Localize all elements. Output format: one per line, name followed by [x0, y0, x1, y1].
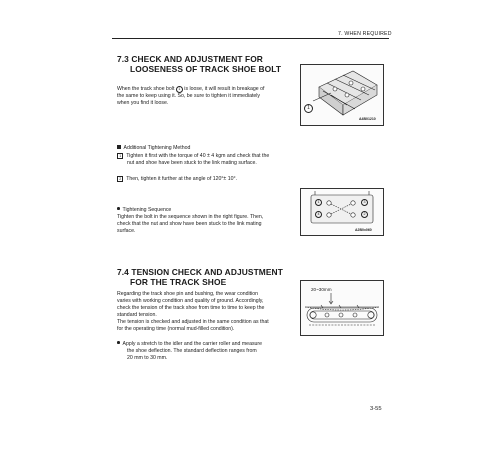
sequence-paragraph — [117, 214, 297, 235]
header-rule — [112, 38, 389, 39]
deflection-line-3: 20 mm to 30 mm. — [127, 355, 168, 362]
figure1-id: A4B01210 — [359, 117, 376, 121]
sequence-line-3: surface. — [117, 228, 136, 235]
boxed-two-marker: 2 — [117, 176, 123, 182]
method-heading: Additional Tightening Method — [123, 145, 191, 151]
figure2-id: A2B0x060 — [355, 228, 372, 232]
sequence-label-4: 4 — [315, 211, 322, 218]
tension-line-2: varies with working condition and quality of ground. Accordingly, — [117, 298, 264, 305]
step-1 — [117, 153, 297, 167]
boxed-one-marker: 1 — [117, 153, 123, 159]
deflection-label: 20~30mm — [311, 287, 332, 292]
square-bullet-icon — [117, 145, 121, 149]
sequence-label-3: 3 — [361, 199, 368, 206]
sequence-line-1: Tighten the bolt in the sequence shown in the right figure. Then, — [117, 214, 264, 220]
tension-line-4: standard tension. — [117, 312, 157, 319]
section-7-4-title-line1: 7.4 TENSION CHECK AND ADJUSTMENT — [117, 267, 283, 277]
section-7-3-title-line2: LOOSENESS OF TRACK SHOE BOLT — [130, 64, 282, 74]
deflection-bullet — [117, 341, 297, 362]
tension-paragraph — [117, 291, 297, 334]
step-2 — [117, 176, 237, 183]
step-2-text: Then, tighten it further at the angle of 120°± 10°. — [126, 176, 238, 182]
deflection-line-2: the shoe deflection. The standard deflection ranges from — [127, 348, 257, 355]
method-heading-row — [117, 145, 190, 152]
sequence-label-2: 2 — [361, 211, 368, 218]
tension-line-6: for the operating time (normal mud-filled condition). — [117, 326, 235, 333]
step-1-line-2: nut and shoe have been stuck to the link mating surface. — [127, 160, 257, 167]
track-shoe-bolt-figure — [300, 64, 384, 126]
running-header: 7. WHEN REQUIRED — [338, 31, 392, 37]
track-shoe-illustration — [301, 65, 383, 125]
intro-line-3: when you find it loose. — [117, 100, 169, 107]
section-7-4-title-line2: FOR THE TRACK SHOE — [130, 277, 227, 287]
tension-line-1: Regarding the track shoe pin and bushing, the wear condition — [117, 291, 259, 297]
intro-line-2: the same to keep using it. So, be sure to tighten it immediately — [117, 93, 261, 100]
step-1-line-1: Tighten it first with the torque of 40 ± 4 kgm and check that the — [126, 153, 270, 159]
sequence-line-2: check that the nut and show have been stuck to the link mating — [117, 221, 262, 228]
intro-paragraph — [117, 86, 295, 107]
sequence-heading: Tightening Sequence — [122, 207, 172, 213]
intro-line-1: When the track shoe bolt — [117, 86, 175, 92]
tension-line-3: check the tension of the track shoe from time to time to keep the — [117, 305, 265, 312]
section-7-3-title-line1: 7.3 CHECK AND ADJUSTMENT FOR — [117, 54, 263, 64]
track-deflection-figure — [300, 280, 384, 336]
callout-one: 1 — [304, 104, 313, 113]
sequence-label-1: 1 — [315, 199, 322, 206]
bullet-dot-icon-2 — [117, 341, 120, 344]
tension-line-5: The tension is checked and adjusted in the same condition as that — [117, 319, 269, 326]
deflection-line-1: Apply a stretch to the idler and the carrier roller and measure — [122, 341, 263, 347]
intro-line-1b: is loose, it will result in breakage of — [184, 86, 265, 92]
page-number: 3-55 — [370, 406, 382, 412]
tightening-sequence-figure — [300, 188, 384, 236]
figure1-callout — [304, 96, 313, 114]
circled-one-marker: 1 — [176, 86, 183, 93]
bullet-dot-icon — [117, 207, 120, 210]
